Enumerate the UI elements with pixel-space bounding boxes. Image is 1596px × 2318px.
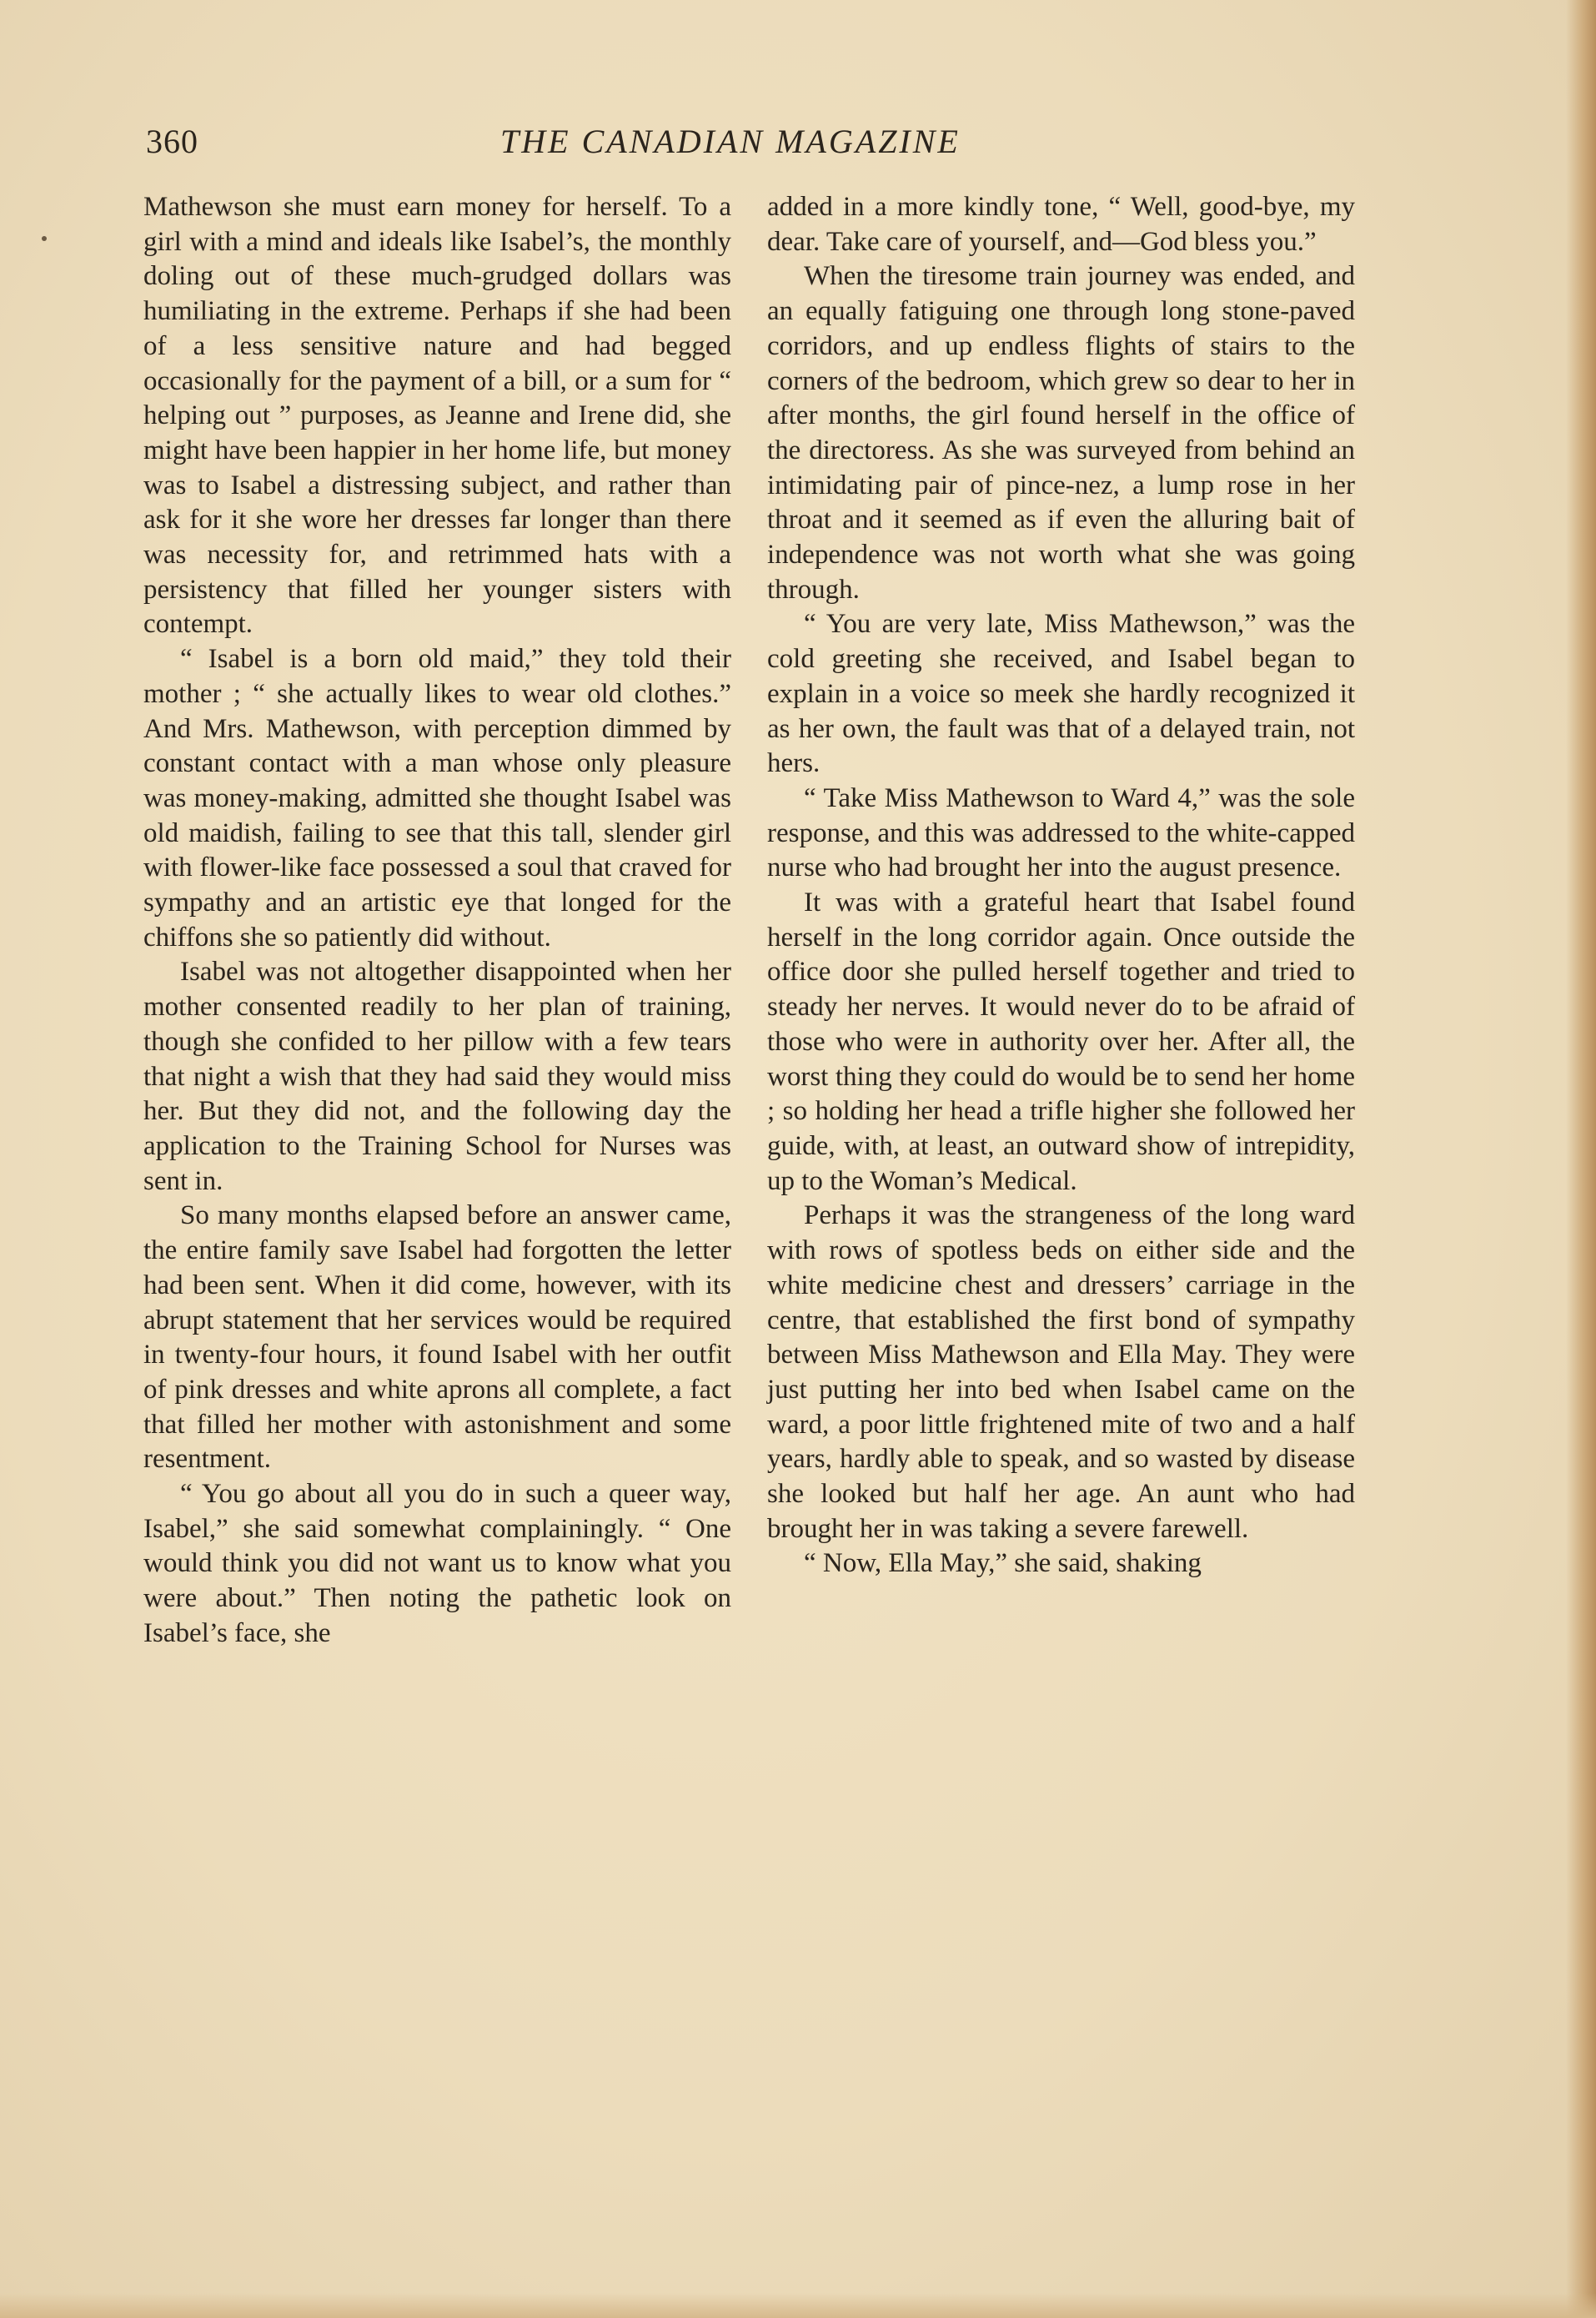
paragraph: When the tiresome train journey was ended, and an equally fatiguing one through long stone-paved corridors, and up endless flights of stairs to the corners of the bedroom, which grew so dear to her in after months, the girl found herself in the office of the directoress. As she was surveyed from behind an intimidating pair of pince-nez, a lump rose in her throat and it seemed as if even the alluring bait of independence was not worth what she was going through.: [767, 261, 1355, 605]
ink-speck: [42, 236, 47, 241]
right-column: [767, 190, 1355, 1581]
paragraph: “ You are very late, Miss Mathewson,” was the cold greeting she received, and Isabel began to explain in a voice so meek she hardly recognized it as her own, the fault was that of a delayed train, not hers.: [767, 609, 1355, 779]
paragraph: Mathewson she must earn money for herself. To a girl with a mind and ideals like Isabel’s, the monthly doling out of these much-grudged dollars was humiliating in the extreme. Perhaps if she had been of a less sensitive nature and had begged occasionally for the payment of a bill, or a sum for “ helping out ” purposes, as Jeanne and Irene did, she might have been happier in her home life, but money was to Isabel a distressing subject, and rather than ask for it she wore her dresses far longer than there was necessity for, and retrimmed hats with a persistency that filled her younger sisters with contempt.: [143, 192, 731, 640]
running-header: [146, 122, 1388, 167]
paragraph: “ You go about all you do in such a queer way, Isabel,” she said somewhat complainingly. “ One would think you did not want us to know what you were about.” Then noting the pathetic look on Isabel’s face, she: [143, 1479, 731, 1648]
paragraph: Isabel was not altogether disappointed when her mother consented readily to her plan of training, though she confided to her pillow with a few tears that night a wish that they had said they would miss her. But they did not, and the following day the application to the Training School for Nurses was sent in.: [143, 957, 731, 1196]
left-column: [143, 190, 731, 1652]
magazine-title: THE CANADIAN MAGAZINE: [500, 123, 961, 160]
page-edge-shadow: [1566, 0, 1596, 2318]
paragraph: “ Take Miss Mathewson to Ward 4,” was the sole response, and this was addressed to the white-capped nurse who had brought her into the august presence.: [767, 782, 1355, 883]
page-bottom-shadow: [0, 2293, 1596, 2318]
paragraph: “ Now, Ella May,” she said, shaking: [804, 1548, 1202, 1579]
paragraph: added in a more kindly tone, “ Well, good-bye, my dear. Take care of yourself, and—God bless you.”: [767, 192, 1355, 257]
paragraph: So many months elapsed before an answer came, the entire family save Isabel had forgotten the letter had been sent. When it did come, however, with its abrupt statement that her services would be required in twenty-four hours, it found Isabel with her outfit of pink dresses and white aprons all complete, a fact that filled her mother with astonishment and some resentment.: [143, 1200, 731, 1475]
paragraph: Perhaps it was the strangeness of the long ward with rows of spotless beds on either side and the white medicine chest and dressers’ carriage in the centre, that established the first bond of sympathy between Miss Mathewson and Ella May. They were just putting her into bed when Isabel came on the ward, a poor little frightened mite of two and a half years, hardly able to speak, and so wasted by disease she looked but half her age. An aunt who had brought her in was taking a severe farewell.: [767, 1200, 1355, 1544]
paragraph: It was with a grateful heart that Isabel found herself in the long corridor again. Once outside the office door she pulled herself together and tried to steady her nerves. It would never do to be afraid of those who were in authority over her. After all, the worst thing they could do would be to send her home ; so holding her head a trifle higher she followed her guide, with, at least, an outward show of intrepidity, up to the Woman’s Medical.: [767, 887, 1355, 1196]
page-number: 360: [146, 123, 198, 160]
paragraph: “ Isabel is a born old maid,” they told their mother ; “ she actually likes to wear old clothes.” And Mrs. Mathewson, with perception dimmed by constant contact with a man whose only pleasure was money-making, admitted she thought Isabel was old maidish, failing to see that this tall, slender girl with flower-like face possessed a soul that craved for sympathy and an artistic eye that longed for the chiffons she so patiently did without.: [143, 644, 731, 953]
